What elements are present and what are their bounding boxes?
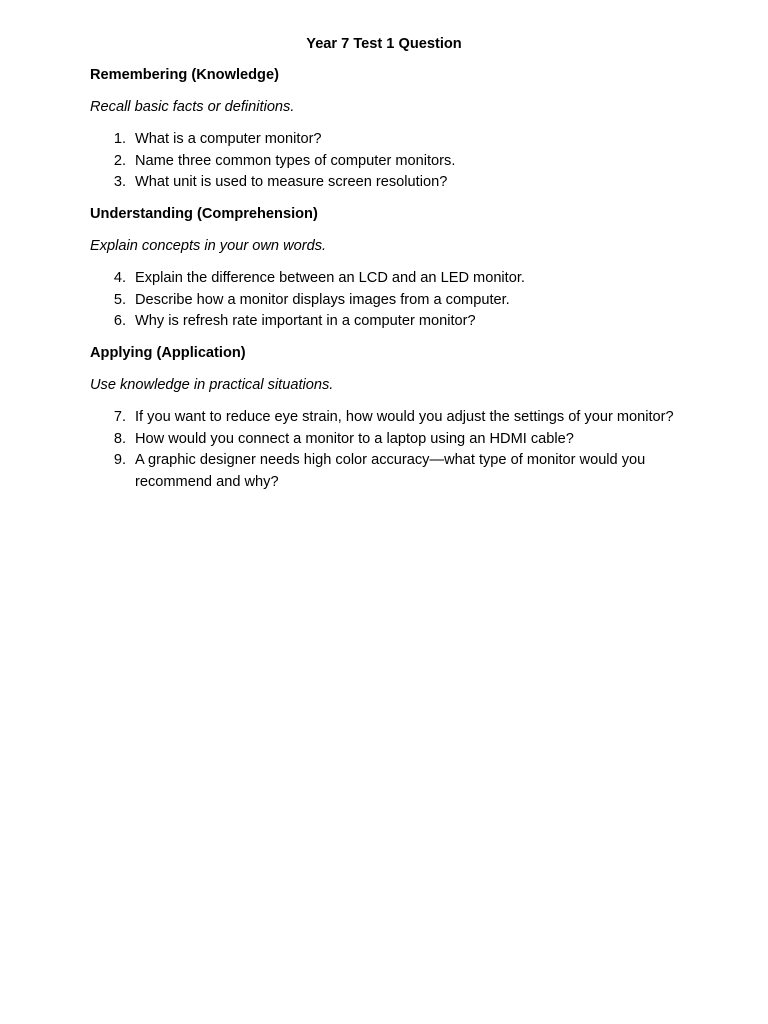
question-text: If you want to reduce eye strain, how would you adjust the settings of your monitor?: [135, 409, 674, 425]
section-applying: [90, 343, 690, 494]
question-item: [90, 407, 675, 429]
question-number: 1.: [113, 131, 126, 147]
question-number: 3.: [113, 174, 126, 191]
section-heading: Understanding (Comprehension): [90, 206, 318, 222]
question-text: Describe how a monitor displays images from a computer.: [135, 291, 510, 308]
question-text: Explain the difference between an LCD and an LED monitor.: [135, 270, 525, 286]
question-text: What is a computer monitor?: [135, 131, 322, 147]
question-number: 8.: [113, 430, 126, 447]
section-heading: Applying (Application): [90, 345, 246, 361]
question-number: 9.: [113, 452, 126, 469]
question-number: 4.: [113, 270, 126, 286]
question-text: What unit is used to measure screen resolution?: [135, 174, 448, 191]
question-text: Why is refresh rate important in a computer monitor?: [135, 313, 476, 330]
question-item: [90, 268, 675, 290]
question-text: How would you connect a monitor to a laptop using an HDMI cable?: [135, 430, 574, 447]
question-text: Name three common types of computer monitors.: [135, 152, 456, 169]
question-number: 7.: [113, 409, 126, 425]
question-item: [90, 429, 675, 451]
question-item: [90, 129, 675, 151]
question-item: [90, 172, 675, 194]
question-item: [90, 450, 675, 493]
question-list: [90, 129, 690, 194]
section-subtitle: Recall basic facts or definitions.: [90, 99, 295, 115]
question-item: [90, 290, 675, 312]
document-title: Year 7 Test 1 Question: [306, 36, 462, 52]
section-subtitle: Use knowledge in practical situations.: [90, 377, 334, 393]
question-list: [90, 407, 690, 494]
section-heading: Remembering (Knowledge): [90, 67, 279, 83]
question-list: [90, 268, 690, 333]
question-item: [90, 151, 675, 173]
section-remembering: [90, 65, 690, 194]
section-subtitle: Explain concepts in your own words.: [90, 238, 327, 254]
question-number: 6.: [113, 313, 126, 330]
question-number: 2.: [113, 152, 126, 169]
question-item: [90, 311, 675, 333]
question-number: 5.: [113, 291, 126, 308]
section-understanding: [90, 204, 690, 333]
question-text: A graphic designer needs high color accuracy—what type of monitor would you recommend and why?: [135, 452, 646, 491]
